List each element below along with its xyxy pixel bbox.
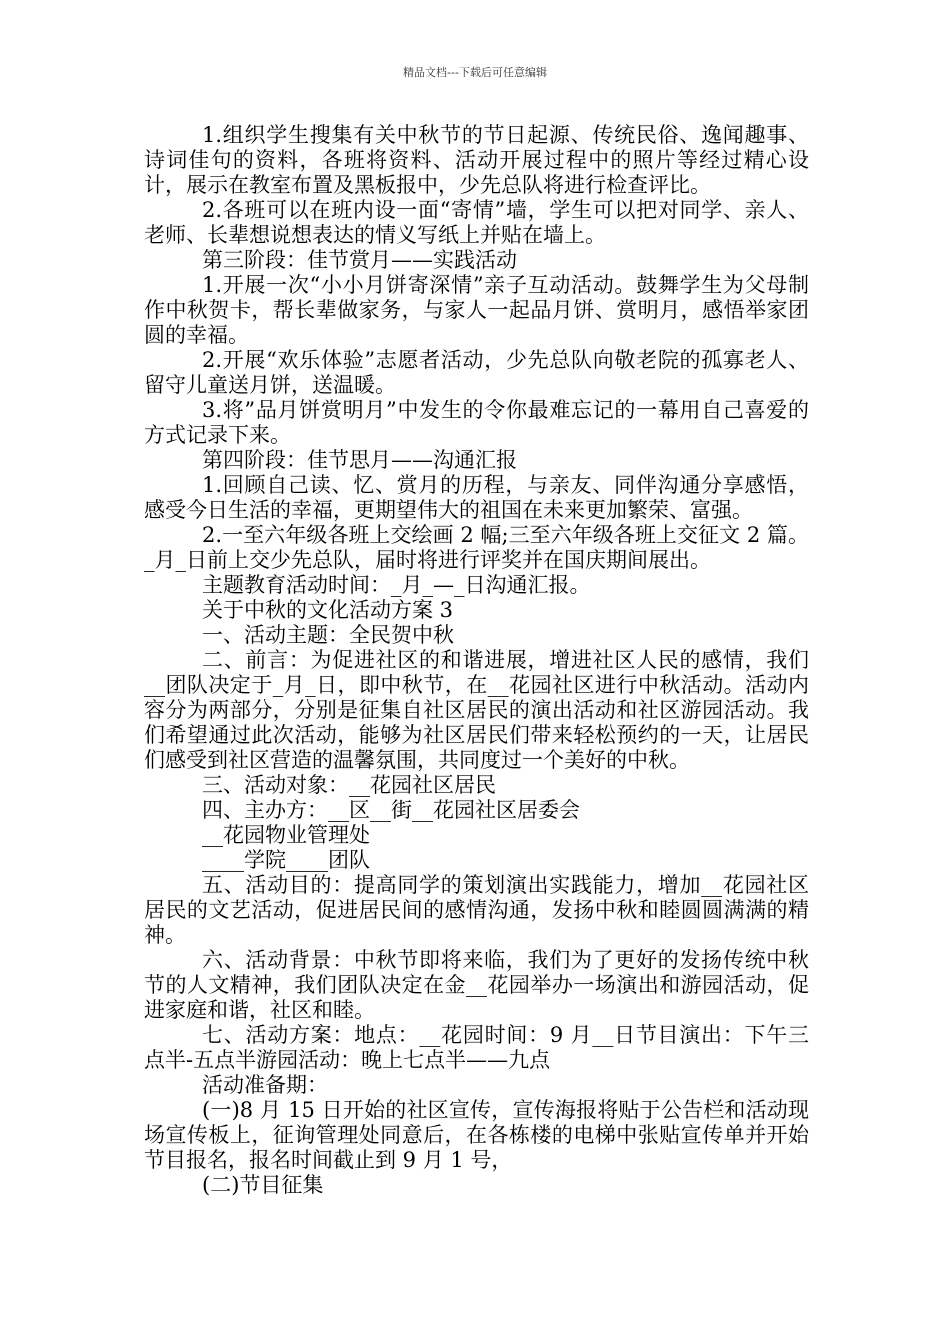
- paragraph: (二)节目征集: [202, 1173, 324, 1197]
- paragraph: 1.组织学生搜集有关中秋节的节日起源、传统民俗、逸闻趣事、诗词佳句的资料，各班将资料、活动开展过程中的照片等经过精心设计，展示在教室布置及黑板报中，少先总队将进行检查评比。: [144, 123, 809, 197]
- paragraph: 3.将”品月饼赏明月”中发生的令你最难忘记的一幕用自己喜爱的方式记录下来。: [144, 398, 809, 447]
- paragraph: (一)8 月 15 日开始的社区宣传，宣传海报将贴于公告栏和活动现场宣传板上，征询管理处同意后，在各栋楼的电梯中张贴宣传单并开始节目报名，报名时间截止到 9 月 1 号，: [144, 1098, 809, 1172]
- section-heading: 第三阶段：佳节赏月——实践活动: [202, 248, 517, 272]
- paragraph: __花园物业管理处: [202, 823, 370, 847]
- document-body: [144, 123, 809, 1198]
- paragraph: 二、前言：为促进社区的和谐进展，增进社区人民的感情，我们__团队决定于_月_日，即中秋节，在__花园社区进行中秋活动。活动内容分为两部分，分别是征集自社区居民的演出活动和社区游园活动。我们希望通过此次活动，能够为社区居民们带来轻松预约的一天，让居民们感受到社区营造的温馨氛围，共同度过一个美好的中秋。: [144, 648, 809, 772]
- paragraph: ____学院____团队: [202, 848, 370, 872]
- paragraph: 三、活动对象：__花园社区居民: [202, 773, 496, 797]
- paragraph: 六、活动背景：中秋节即将来临，我们为了更好的发扬传统中秋节的人文精神，我们团队决定在金__花园举办一场演出和游园活动，促进家庭和谐，社区和睦。: [144, 948, 809, 1022]
- paragraph: 主题教育活动时间：_月_—_日沟通汇报。: [202, 573, 591, 597]
- paragraph: 1.回顾自己读、忆、赏月的历程，与亲友、同伴沟通分享感悟，感受今日生活的幸福，更期望伟大的祖国在未来更加繁荣、富强。: [144, 473, 809, 522]
- paragraph: 五、活动目的：提高同学的策划演出实践能力，增加__花园社区居民的文艺活动，促进居民间的感情沟通，发扬中秋和睦圆圆满满的精神。: [144, 873, 809, 947]
- paragraph: 七、活动方案：地点：__花园时间：9 月__日节目演出：下午三点半-五点半游园活动：晚上七点半——九点: [144, 1023, 809, 1072]
- paragraph: 2.各班可以在班内设一面“寄情”墙，学生可以把对同学、亲人、老师、长辈想说想表达的情义写纸上并贴在墙上。: [144, 198, 809, 247]
- paragraph: 四、主办方：__区__街__花园社区居委会: [202, 798, 580, 822]
- document-subtitle: 关于中秋的文化活动方案 3: [202, 598, 454, 622]
- paragraph: 2.开展“欢乐体验”志愿者活动，少先总队向敬老院的孤寡老人、留守儿童送月饼，送温暖。: [144, 348, 809, 397]
- paragraph: 活动准备期：: [202, 1073, 328, 1097]
- paragraph: 2.一至六年级各班上交绘画 2 幅;三至六年级各班上交征文 2 篇。_月_日前上交少先总队，届时将进行评奖并在国庆期间展出。: [144, 523, 809, 572]
- paragraph: 1.开展一次“小小月饼寄深情”亲子互动活动。鼓舞学生为父母制作中秋贺卡，帮长辈做家务，与家人一起品月饼、赏明月，感悟举家团圆的幸福。: [144, 273, 809, 347]
- paragraph: 一、活动主题：全民贺中秋: [202, 623, 454, 647]
- section-heading: 第四阶段：佳节思月——沟通汇报: [202, 448, 517, 472]
- page-header: 精品文档---下载后可任意编辑: [403, 66, 547, 79]
